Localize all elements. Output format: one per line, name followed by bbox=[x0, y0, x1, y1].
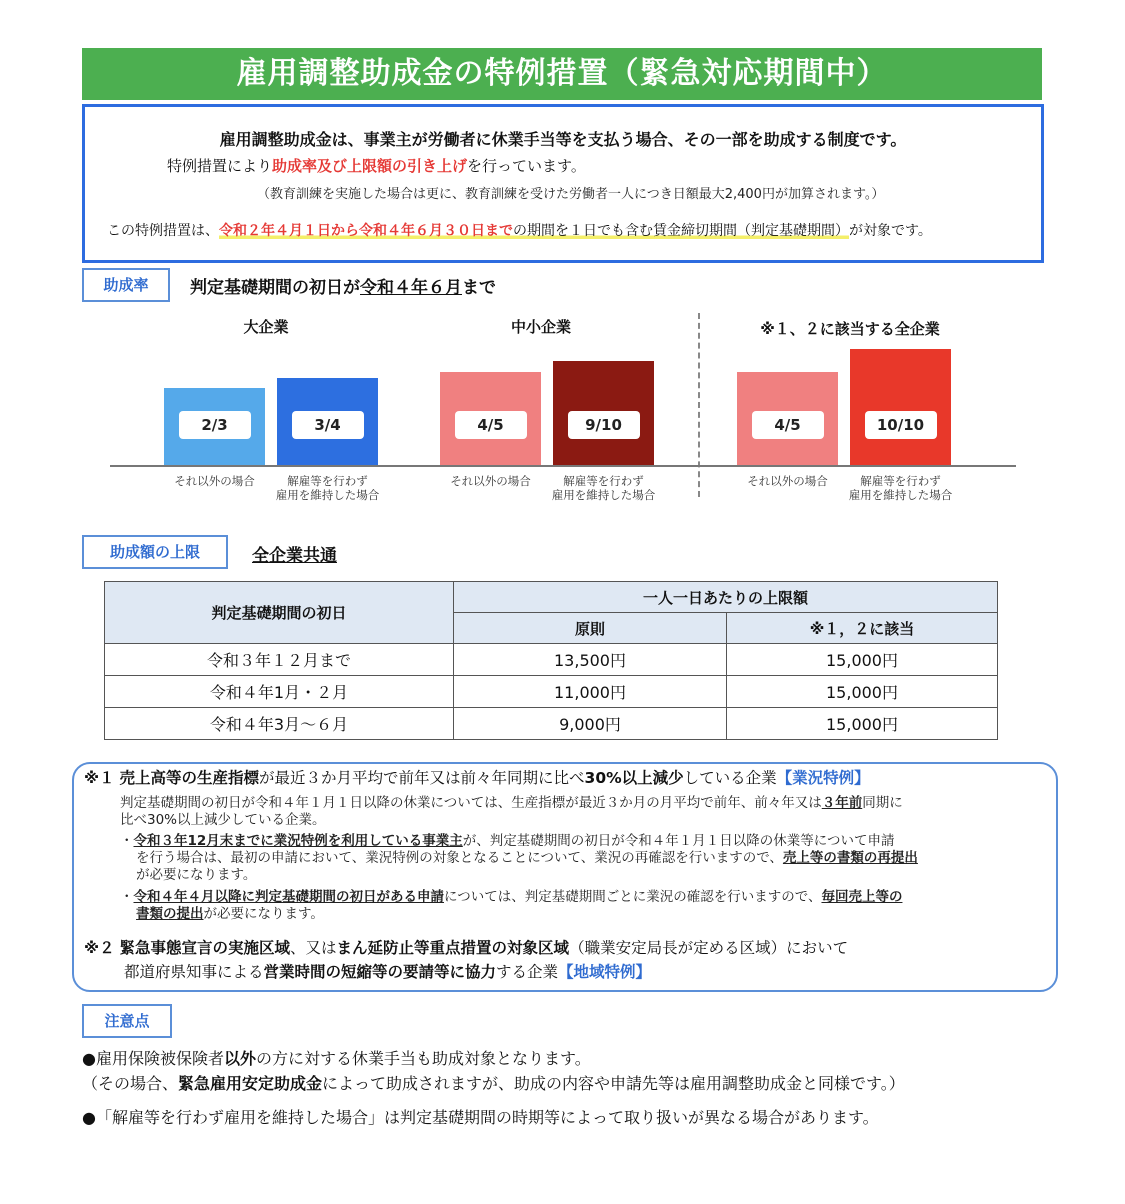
cell-principle: 13,500円 bbox=[454, 644, 727, 676]
note-1-detail: 判定基礎期間の初日が令和４年１月１日以降の休業については、生産指標が最近３か月の月平均で前年、前々年又は３年前同期に 比べ30%以上減少している企業。 bbox=[120, 795, 903, 828]
table-row bbox=[105, 708, 998, 740]
intro-box bbox=[82, 104, 1044, 263]
bar-caption: 解雇等を行わず 雇用を維持した場合 bbox=[551, 474, 656, 502]
cell-special: 15,000円 bbox=[727, 644, 998, 676]
limit-heading: 全企業共通 bbox=[252, 546, 337, 566]
note-2: ※２ 緊急事態宣言の実施区域、又はまん延防止等重点措置の対象区域（職業安定局長が定める区域）において 都道府県知事による営業時間の短縮等の要請等に協力する企業【地域特例】 bbox=[84, 939, 849, 981]
cell-principle: 11,000円 bbox=[454, 676, 727, 708]
caution-tag: 注意点 bbox=[82, 1004, 172, 1038]
caution-item-1-detail: （その場合、緊急雇用安定助成金によって助成されますが、助成の内容や申請先等は雇用調整助成金と同様です。） bbox=[82, 1074, 905, 1093]
bar-value-label: 3/4 bbox=[292, 411, 364, 439]
group-label-large: 大企業 bbox=[243, 318, 289, 336]
intro-line-4: この特例措置は、令和２年４月１日から令和４年６月３０日までの期間を１日でも含む賃金締切期間（判定基礎期間）が対象です。 bbox=[107, 223, 932, 239]
cell-period: 令和４年1月・２月 bbox=[105, 676, 454, 708]
rate-tag: 助成率 bbox=[82, 268, 170, 302]
note-1: ※１ 売上高等の生産指標が最近３か月平均で前年又は前々年同期に比べ30%以上減少している企業【業況特例】 bbox=[84, 769, 870, 787]
cell-special: 15,000円 bbox=[727, 676, 998, 708]
caution-item-1: ●雇用保険被保険者以外の方に対する休業手当も助成対象となります。 bbox=[82, 1049, 591, 1068]
bar-value-label: 4/5 bbox=[455, 411, 527, 439]
bar-caption: 解雇等を行わず 雇用を維持した場合 bbox=[848, 474, 953, 502]
chart-baseline bbox=[110, 465, 1016, 467]
cell-period: 令和３年１２月まで bbox=[105, 644, 454, 676]
cell-period: 令和４年3月～６月 bbox=[105, 708, 454, 740]
group-divider bbox=[698, 313, 700, 497]
bar-value-label: 2/3 bbox=[179, 411, 251, 439]
col-header-period: 判定基礎期間の初日 bbox=[105, 582, 454, 644]
intro-line-2: 特例措置により助成率及び上限額の引き上げを行っています。 bbox=[167, 157, 586, 175]
bar-caption: 解雇等を行わず 雇用を維持した場合 bbox=[275, 474, 380, 502]
bar-caption: それ以外の場合 bbox=[450, 474, 531, 488]
bar-caption: それ以外の場合 bbox=[747, 474, 828, 488]
bar-value-label: 9/10 bbox=[568, 411, 640, 439]
note-1-bullet-1: ・令和３年12月末までに業況特例を利用している事業主が、判定基礎期間の初日が令和４年１月１日以降の休業等について申請 を行う場合は、最初の申請において、業況特例の対象となることについて、業況の再確認を行いますので、売上等の書類の再提出 が必要になります。 bbox=[120, 833, 918, 883]
intro-line-3: （教育訓練を実施した場合は更に、教育訓練を受けた労働者一人につき日額最大2,400円が加算されます。） bbox=[257, 187, 885, 202]
bar-caption: それ以外の場合 bbox=[174, 474, 255, 488]
group-label-sme: 中小企業 bbox=[510, 318, 571, 336]
col-header-group: 一人一日あたりの上限額 bbox=[454, 582, 998, 613]
col-header-principle: 原則 bbox=[454, 613, 727, 644]
bar-value-label: 10/10 bbox=[865, 411, 937, 439]
bar-6 bbox=[850, 349, 951, 465]
rate-heading: 判定基礎期間の初日が令和４年６月まで bbox=[190, 278, 496, 298]
cell-principle: 9,000円 bbox=[454, 708, 727, 740]
note-1-bullet-2: ・令和４年４月以降に判定基礎期間の初日がある申請については、判定基礎期間ごとに業況の確認を行いますので、毎回売上等の 書類の提出が必要になります。 bbox=[120, 889, 903, 922]
page-title-banner: 雇用調整助成金の特例措置（緊急対応期間中） bbox=[82, 48, 1042, 100]
caution-item-2: ●「解雇等を行わず雇用を維持した場合」は判定基礎期間の時期等によって取り扱いが異なる場合があります。 bbox=[82, 1108, 879, 1127]
limit-tag: 助成額の上限 bbox=[82, 535, 228, 569]
bar-value-label: 4/5 bbox=[752, 411, 824, 439]
intro-line-1: 雇用調整助成金は、事業主が労働者に休業手当等を支払う場合、その一部を助成する制度です。 bbox=[219, 130, 907, 149]
table-row bbox=[105, 644, 998, 676]
table-row bbox=[105, 676, 998, 708]
group-label-special: ※１、２に該当する全企業 bbox=[760, 320, 940, 338]
cell-special: 15,000円 bbox=[727, 708, 998, 740]
col-header-special: ※１，２に該当 bbox=[727, 613, 998, 644]
limit-table bbox=[104, 581, 998, 740]
